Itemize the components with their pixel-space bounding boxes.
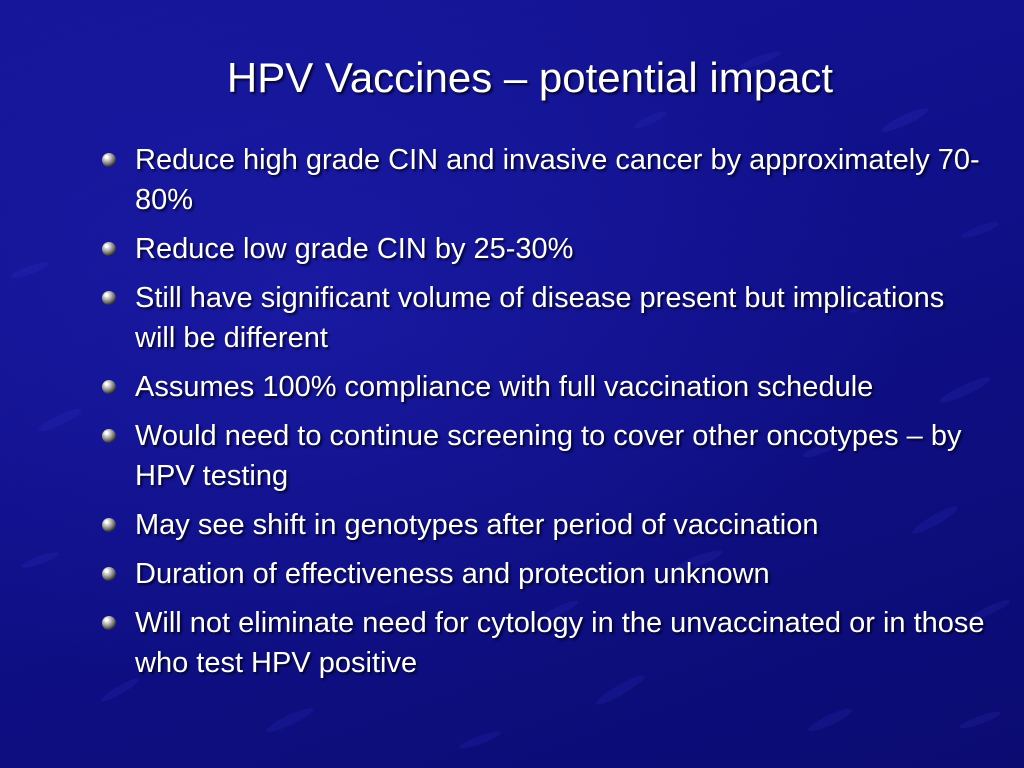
bullet-item bbox=[98, 278, 988, 358]
bullet-item bbox=[98, 505, 988, 545]
metallic-sphere-bullet-icon bbox=[100, 378, 118, 396]
metallic-sphere-bullet-icon bbox=[100, 614, 118, 632]
metallic-sphere-bullet-icon bbox=[100, 240, 118, 258]
bullet-text: Would need to continue screening to cover other oncotypes – by HPV testing bbox=[135, 420, 962, 492]
bullet-text: Will not eliminate need for cytology in the unvaccinated or in those who test HPV positive bbox=[135, 607, 985, 679]
bullet-list bbox=[98, 140, 988, 692]
bullet-item bbox=[98, 554, 988, 594]
bullet-item bbox=[98, 603, 988, 683]
bullet-text: Still have significant volume of disease present but implications will be different bbox=[135, 282, 945, 354]
bullet-text: Reduce high grade CIN and invasive cancer by approximately 70-80% bbox=[135, 144, 980, 216]
bullet-text: Assumes 100% compliance with full vaccination schedule bbox=[135, 371, 874, 403]
bullet-item bbox=[98, 140, 988, 220]
metallic-sphere-bullet-icon bbox=[100, 151, 118, 169]
bullet-text: Reduce low grade CIN by 25-30% bbox=[135, 233, 574, 265]
metallic-sphere-bullet-icon bbox=[100, 427, 118, 445]
bullet-item bbox=[98, 416, 988, 496]
metallic-sphere-bullet-icon bbox=[100, 289, 118, 307]
bullet-text: Duration of effectiveness and protection unknown bbox=[135, 558, 770, 590]
metallic-sphere-bullet-icon bbox=[100, 565, 118, 583]
bullet-item bbox=[98, 367, 988, 407]
bullet-item bbox=[98, 229, 988, 269]
slide-title: HPV Vaccines – potential impact bbox=[226, 54, 834, 101]
bullet-text: May see shift in genotypes after period of vaccination bbox=[135, 509, 819, 541]
metallic-sphere-bullet-icon bbox=[100, 516, 118, 534]
